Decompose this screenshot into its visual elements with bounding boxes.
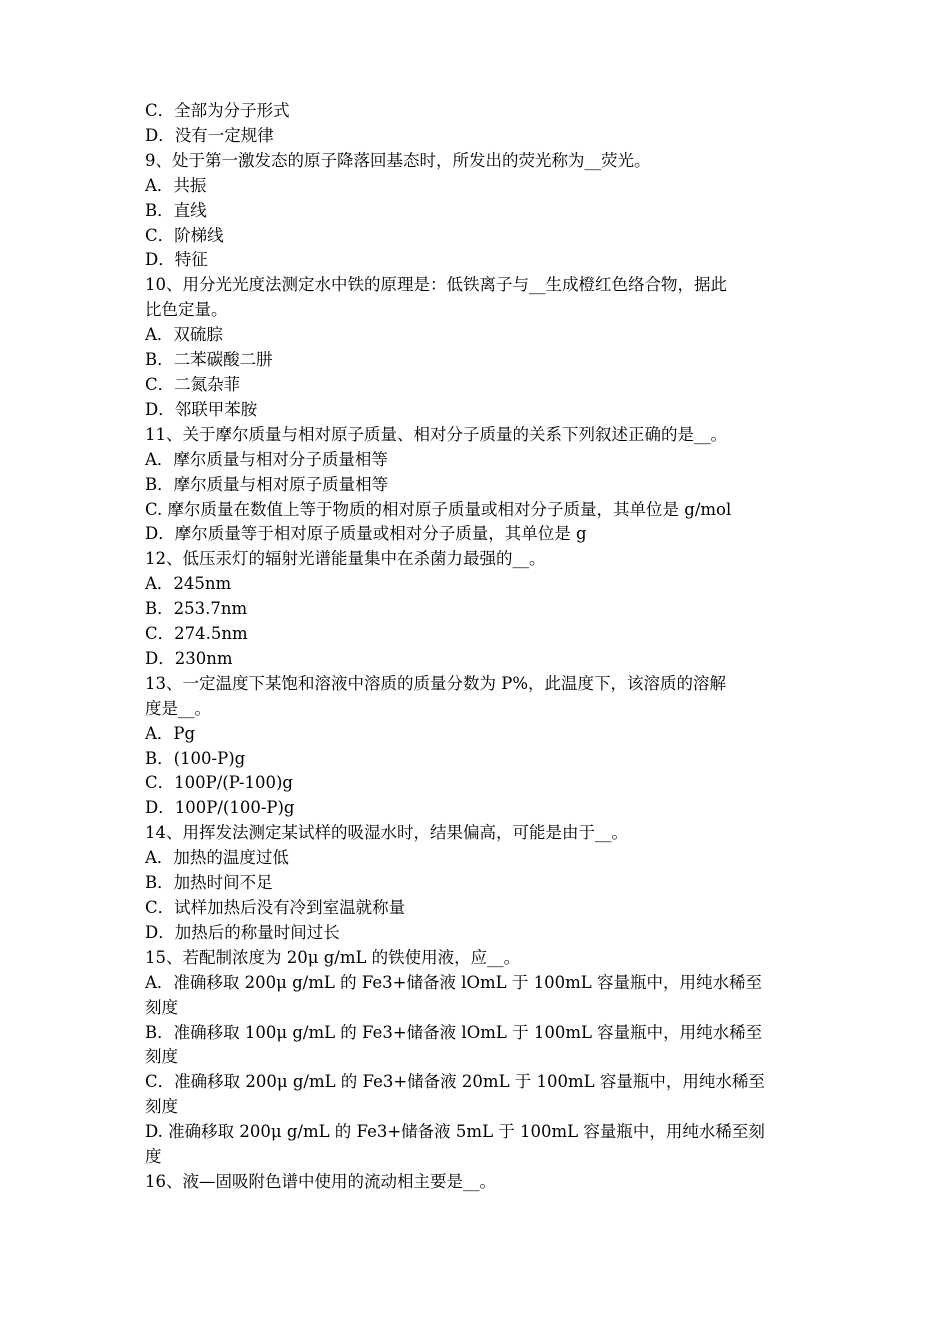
option-c: C．试样加热后没有冷到室温就称量 — [145, 898, 406, 917]
option-b: B．二苯碳酸二肼 — [145, 350, 273, 370]
question-13 — [145, 672, 809, 821]
option-b: B．准确移取 100μ g/mL 的 Fe3+储备液 lOmL 于 100mL 容量瓶中，用纯水稀至 — [145, 1022, 763, 1042]
option-c: C．阶梯线 — [145, 225, 224, 245]
option-d-continued: 度 — [145, 1147, 162, 1167]
question-stem: 16、液—固吸附色谱中使用的流动相主要是__。 — [145, 1171, 496, 1191]
question-8-tail — [145, 99, 809, 149]
option-a: A．摩尔质量与相对分子质量相等 — [145, 449, 388, 469]
option-d: D．邻联甲苯胺 — [145, 399, 258, 419]
option-a: A．245nm — [145, 574, 232, 594]
option-a: A．Pg — [145, 723, 196, 743]
option-b: B．摩尔质量与相对原子质量相等 — [145, 474, 389, 494]
question-11 — [145, 423, 809, 548]
question-stem: 9、处于第一激发态的原子降落回基态时，所发出的荧光称为__荧光。 — [145, 150, 651, 170]
option-d: D．230nm — [145, 648, 233, 668]
question-10 — [145, 273, 809, 422]
question-stem: 11、关于摩尔质量与相对原子质量、相对分子质量的关系下列叙述正确的是__。 — [145, 424, 727, 444]
option-b: B．253.7nm — [145, 599, 248, 619]
option-a: A．准确移取 200μ g/mL 的 Fe3+储备液 lOmL 于 100mL 容量瓶中，用纯水稀至 — [145, 972, 762, 992]
option-c: C．274.5nm — [145, 624, 248, 644]
option-c: C．准确移取 200μ g/mL 的 Fe3+储备液 20mL 于 100mL 容量瓶中，用纯水稀至 — [145, 1072, 765, 1092]
document-page — [145, 99, 809, 1195]
option-d: D．特征 — [145, 250, 208, 270]
question-stem: 15、若配制浓度为 20μ g/mL 的铁使用液，应__。 — [145, 947, 521, 967]
question-15 — [145, 946, 809, 1170]
option-a: A．双硫腙 — [145, 325, 223, 345]
option-c: C．100P/(P-100)g — [145, 773, 293, 793]
option-a-continued: 刻度 — [145, 997, 178, 1017]
option-c-continued: 刻度 — [145, 1097, 178, 1117]
option-c: C．二氮杂菲 — [145, 374, 241, 394]
question-stem-continued: 比色定量。 — [145, 300, 228, 320]
option-b: B．加热时间不足 — [145, 873, 273, 893]
option-b-continued: 刻度 — [145, 1047, 178, 1067]
option-a: A．共振 — [145, 175, 207, 195]
option-c: C．全部为分子形式 — [145, 101, 290, 120]
option-d: D. 准确移取 200μ g/mL 的 Fe3+储备液 5mL 于 100mL 容量瓶中，用纯水稀至刻 — [145, 1122, 765, 1142]
option-a: A．加热的温度过低 — [145, 848, 289, 868]
option-d: D．加热后的称量时间过长 — [145, 922, 340, 942]
question-stem: 12、低压汞灯的辐射光谱能量集中在杀菌力最强的__。 — [145, 549, 546, 569]
question-12 — [145, 547, 809, 672]
option-d: D．没有一定规律 — [145, 125, 274, 145]
option-d: D．摩尔质量等于相对原子质量或相对分子质量，其单位是 g — [145, 524, 587, 544]
question-14 — [145, 821, 809, 946]
option-d: D．100P/(100-P)g — [145, 798, 295, 818]
question-stem: 10、用分光光度法测定水中铁的原理是：低铁离子与__生成橙红色络合物，据此 — [145, 275, 727, 295]
option-c: C. 摩尔质量在数值上等于物质的相对原子质量或相对分子质量，其单位是 g/mol — [145, 499, 732, 519]
option-b: B．(100-P)g — [145, 748, 246, 768]
question-9 — [145, 149, 809, 274]
question-16 — [145, 1170, 809, 1195]
question-stem: 14、用挥发法测定某试样的吸湿水时，结果偏高，可能是由于__。 — [145, 823, 628, 843]
question-stem-continued: 度是__。 — [145, 698, 211, 718]
option-b: B．直线 — [145, 200, 207, 220]
question-stem: 13、一定温度下某饱和溶液中溶质的质量分数为 P%，此温度下，该溶质的溶解 — [145, 673, 727, 693]
